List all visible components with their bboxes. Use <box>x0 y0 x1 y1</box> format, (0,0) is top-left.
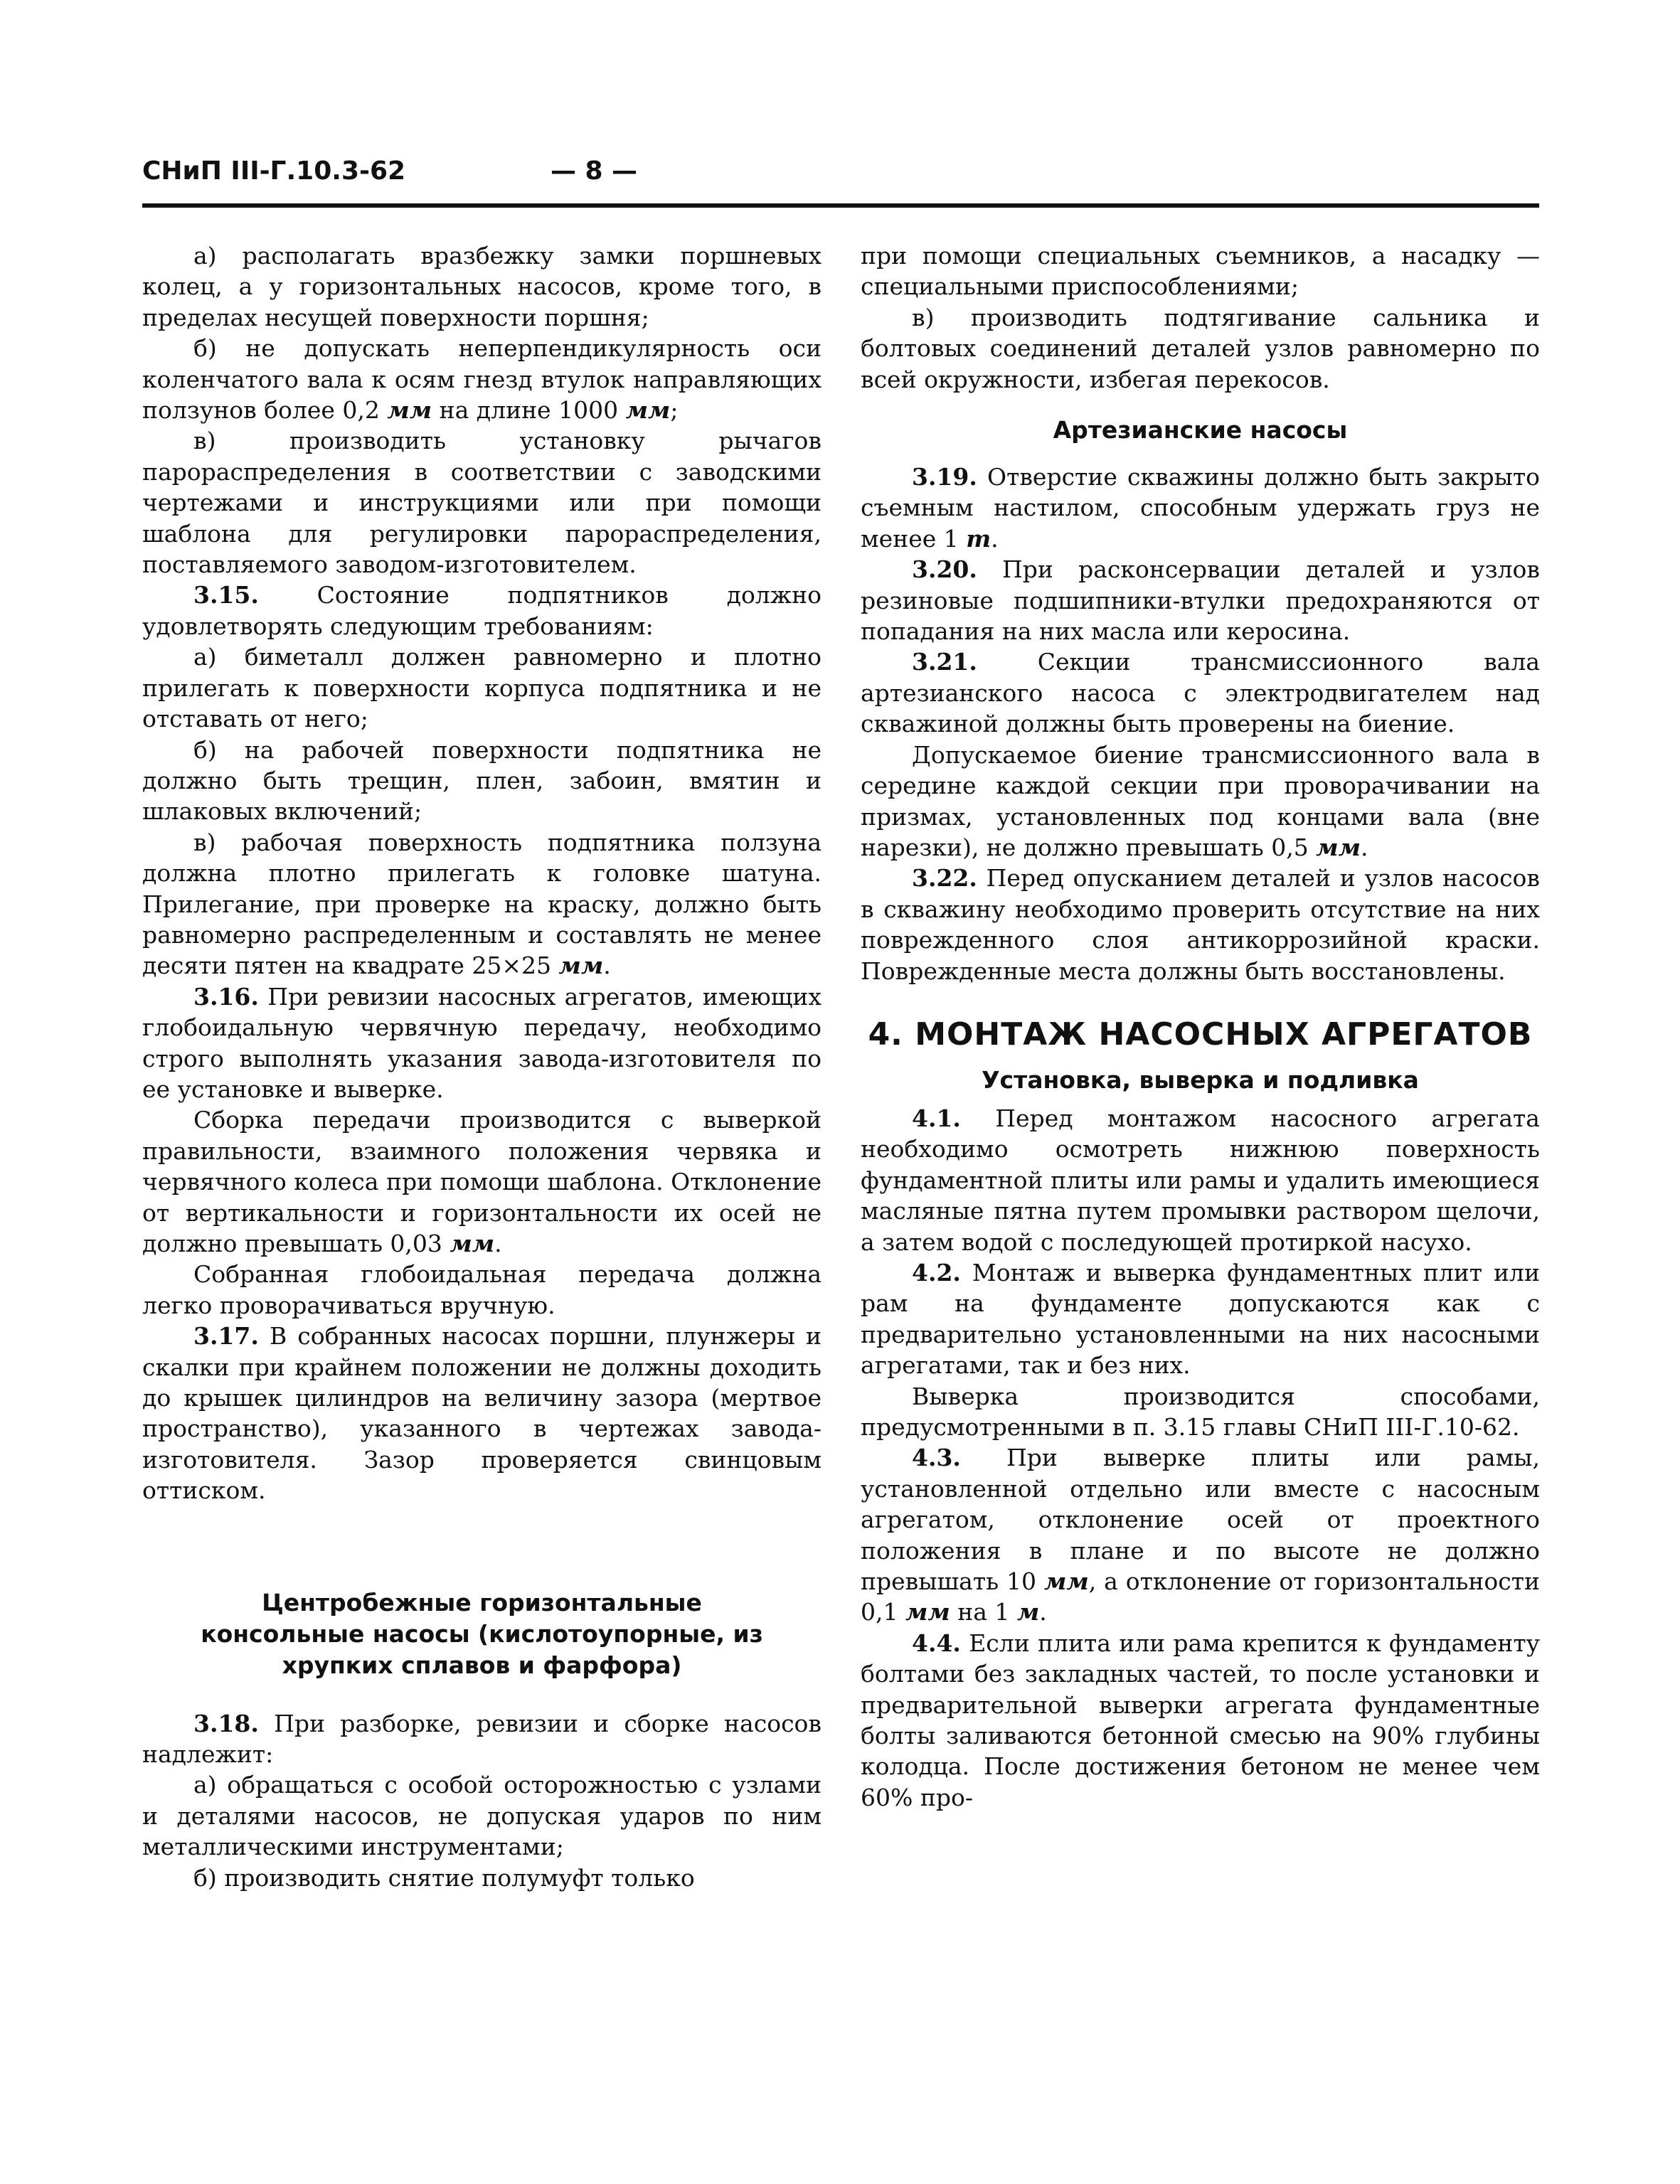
paragraph: в) рабочая поверхность подпятника ползуна должна плотно прилегать к головке шатуна. Прилегание, при проверке на краску, должно быть равномерно распределенным и составлять не менее десяти пятен на квадрате 25×25 мм. <box>142 828 822 980</box>
subheading-centrifugal-pumps: Центробежные горизонтальные консольные насосы (кислотоупорные, из хрупких сплавов и фарфора) <box>201 1588 763 1679</box>
paragraph: б) на рабочей поверхности подпятника не должно быть трещин, плен, забоин, вмятин и шлаковых включений; <box>142 735 822 826</box>
paragraph: а) обращаться с особой осторожностью с узлами и деталями насосов, не допуская ударов по ним металлическими инструментами; <box>142 1771 822 1861</box>
left-column <box>142 240 822 1893</box>
paragraph: Сборка передачи производится с выверкой правильности, взаимного положения червяка и червячного колеса при помощи шаблона. Отклонение от вертикальности и горизонтальности их осей не должно превышать 0,03 мм. <box>142 1106 822 1257</box>
document-id: СНиП III-Г.10.3-62 <box>142 156 406 186</box>
clause-3-19: 3.19. Отверстие скважины должно быть закрыто съемным настилом, способным удержать груз не менее 1 т. <box>861 463 1540 553</box>
clause-3-17: 3.17. В собранных насосах поршни, плунжеры и скалки при крайнем положении не должны доходить до крышек цилиндров на величину зазора (мертвое пространство), указанного в чертежах завода-изготовителя. Зазор проверяется свинцовым оттиском. <box>142 1322 822 1505</box>
paragraph: в) производить установку рычагов парораспределения в соответствии с заводскими чертежами и инструкциями или при помощи шаблона для регулировки парораспределения, поставляемого заводом-изготовителем. <box>142 427 822 579</box>
page-header <box>142 154 1539 196</box>
clause-4-1: 4.1. Перед монтажом насосного агрегата необходимо осмотреть нижнюю поверхность фундаментной плиты или рамы и удалить имеющиеся масляные пятна путем промывки раствором щелочи, а затем водой с последующей протиркой насухо. <box>861 1104 1540 1256</box>
paragraph: при помощи специальных съемников, а насадку — специальными приспособлениями; <box>861 242 1540 301</box>
clause-4-4: 4.4. Если плита или рама крепится к фундаменту болтами без закладных частей, то после установки и предварительной выверки агрегата фундаментные болты заливаются бетонной смесью на 90% глубины колодца. После достижения бетоном не менее чем 60% про- <box>861 1629 1540 1811</box>
subheading-installation: Установка, выверка и подливка <box>982 1065 1419 1094</box>
right-column <box>861 240 1540 1813</box>
clause-3-21: 3.21. Секции трансмиссионного вала артезианского насоса с электродвигателем над скважиной должны быть проверены на биение. <box>861 648 1540 738</box>
paragraph: Выверка производится способами, предусмотренными в п. 3.15 главы СНиП III-Г.10-62. <box>861 1382 1540 1441</box>
clause-3-20: 3.20. При расконсервации деталей и узлов резиновые подшипники-втулки предохраняются от попадания на них масла или керосина. <box>861 555 1540 646</box>
paragraph: Собранная глобоидальная передача должна легко проворачиваться вручную. <box>142 1260 822 1319</box>
paragraph: б) производить снятие полумуфт только <box>193 1863 695 1892</box>
clause-3-22: 3.22. Перед опусканием деталей и узлов насосов в скважину необходимо проверить отсутствие на них поврежденного слоя антикоррозийной краски. Поврежденные места должны быть восстановлены. <box>861 864 1540 985</box>
paragraph: Допускаемое биение трансмиссионного вала в середине каждой секции при проворачивании на призмах, установленных под концами вала (вне нарезки), не должно превышать 0,5 мм. <box>861 740 1540 861</box>
page-number: — 8 — <box>550 156 638 186</box>
paragraph: в) производить подтягивание сальника и болтовых соединений деталей узлов равномерно по всей окружности, избегая перекосов. <box>861 303 1540 393</box>
subheading-artesian-pumps: Артезианские насосы <box>1053 416 1348 444</box>
paragraph: а) биметалл должен равномерно и плотно прилегать к поверхности корпуса подпятника и не отставать от него; <box>142 643 822 733</box>
section-title: 4. МОНТАЖ НАСОСНЫХ АГРЕГАТОВ <box>868 1016 1533 1053</box>
paragraph: б) не допускать неперпендикулярность оси коленчатого вала к осям гнезд втулок направляющих ползунов более 0,2 мм на длине 1000 мм; <box>142 334 822 425</box>
clause-3-16: 3.16. При ревизии насосных агрегатов, имеющих глобоидальную червячную передачу, необходимо строго выполнять указания завода-изготовителя по ее установке и выверке. <box>142 982 822 1103</box>
clause-3-18: 3.18. При разборке, ревизии и сборке насосов надлежит: <box>142 1709 822 1769</box>
clause-4-3: 4.3. При выверке плиты или рамы, установленной отдельно или вместе с насосным агрегатом, отклонение осей от проектного положения в плане и по высоте не должно превышать 10 мм, а отклонение от горизонтальности 0,1 мм на 1 м. <box>861 1444 1540 1626</box>
header-rule <box>142 203 1539 208</box>
clause-3-15: 3.15. Состояние подпятников должно удовлетворять следующим требованиям: <box>142 581 822 640</box>
clause-4-2: 4.2. Монтаж и выверка фундаментных плит или рам на фундаменте допускаются как с предварительно установленными на них насосными агрегатами, так и без них. <box>861 1258 1540 1380</box>
paragraph: а) располагать вразбежку замки поршневых колец, а у горизонтальных насосов, кроме того, в пределах несущей поверхности поршня; <box>142 242 822 331</box>
